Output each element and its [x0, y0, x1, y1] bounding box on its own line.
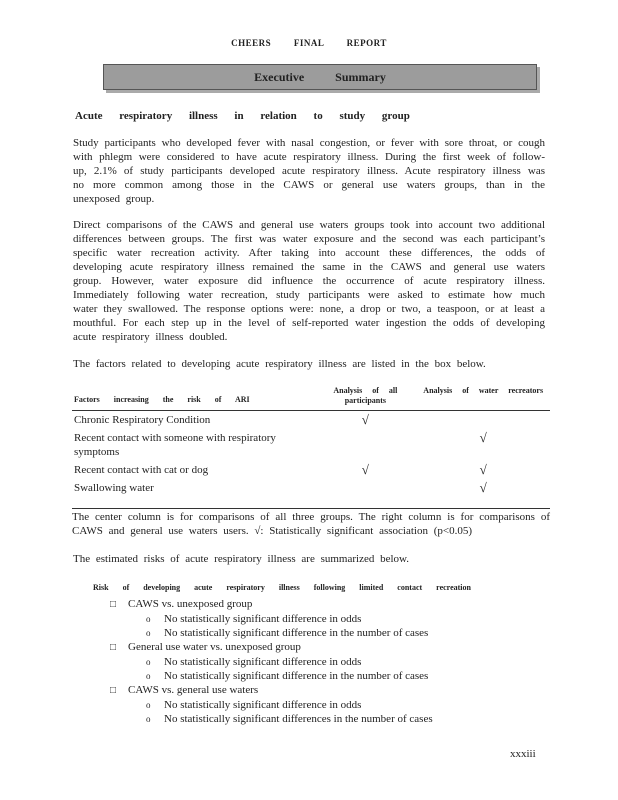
table-row: [72, 479, 550, 497]
factor-cell: Chronic Respiratory Condition: [74, 414, 211, 426]
table-row: [72, 461, 550, 479]
risk-group: [110, 683, 433, 698]
check-water-cell: [416, 411, 550, 430]
risk-group: [110, 640, 433, 655]
list-item-text: No statistically significant difference in odds: [164, 699, 362, 711]
paragraph-comparisons: Direct comparisons of the CAWS and general use waters groups took into account two additional differences between groups. The first was water exposure and the second was each participant’s specific water recreation activity. After taking into account these differences, the odds of developing acute respiratory illness remained the same in the CAWS and general use waters group. However, water exposure did influence the occurrence of acute respiratory illness. Immediately following water recreation, study participants were asked to estimate how much water they swallowed. The response options were: none, a drop or two, a teaspoon, or at least a mouthful. For each step up in the level of self-reported water ingestion the odds of developing acute respiratory illness doubled.: [73, 219, 545, 343]
section-title: Acute respiratory illness in relation to study group: [75, 110, 410, 122]
check-all-cell: √: [361, 462, 369, 477]
checkbox-bullet-icon: □: [110, 642, 117, 653]
circle-bullet-icon: o: [146, 671, 151, 681]
factor-cell: Recent contact with someone with respiratory symptoms: [74, 432, 276, 458]
list-item-text: No statistically significant difference in odds: [164, 613, 362, 625]
table-row: [72, 411, 550, 430]
risk-group: [110, 597, 433, 612]
checkbox-bullet-icon: □: [110, 685, 117, 696]
header-all-participants: Analysis of all participants: [314, 385, 416, 411]
risk-summary-list: [110, 597, 433, 726]
executive-summary-banner: Executive Summary: [103, 64, 537, 90]
risk-group-label: CAWS vs. general use waters: [128, 684, 259, 696]
table-row: [72, 429, 550, 461]
paragraph-factors-intro: The factors related to developing acute respiratory illness are listed in the box below.: [73, 358, 486, 370]
check-all-cell: [314, 479, 416, 497]
header-water-recreators: Analysis of water recreators: [416, 385, 550, 411]
risk-group-label: CAWS vs. unexposed group: [128, 598, 253, 610]
circle-bullet-icon: o: [146, 714, 151, 724]
risk-factors-table: [72, 385, 550, 497]
check-water-cell: √: [479, 462, 487, 477]
check-water-cell: √: [479, 480, 487, 495]
list-item-text: No statistically significant differences in the number of cases: [164, 713, 433, 725]
list-item: [110, 655, 433, 669]
table-note: The center column is for comparisons of all three groups. The right column is for comparisons of CAWS and general use waters users. √: Statistically significant association (p<0.05): [72, 508, 550, 538]
table-header-row: [72, 385, 550, 411]
list-item: [110, 612, 433, 626]
paragraph-definition: Study participants who developed fever with nasal congestion, or fever with sore throat, or cough with phlegm were considered to have acute respiratory illness. During the first week of follow-up, 2.1% of study participants developed acute respiratory illness. Acute respiratory illness was no more common among those in the CAWS or general use waters groups, than in the unexposed group.: [73, 137, 545, 205]
paragraph-risks-intro: The estimated risks of acute respiratory illness are summarized below.: [73, 553, 410, 565]
risk-group-label: General use water vs. unexposed group: [128, 641, 301, 653]
circle-bullet-icon: o: [146, 614, 151, 624]
checkbox-bullet-icon: □: [110, 599, 117, 610]
list-item: [110, 712, 433, 726]
list-item: [110, 669, 433, 683]
circle-bullet-icon: o: [146, 657, 151, 667]
factor-cell: Recent contact with cat or dog: [74, 464, 209, 476]
list-item-text: No statistically significant difference in odds: [164, 656, 362, 668]
header-factors: Factors increasing the risk of ARI: [72, 385, 314, 411]
circle-bullet-icon: o: [146, 700, 151, 710]
check-water-cell: √: [479, 430, 487, 445]
page-number: xxxiii: [510, 748, 536, 760]
factor-cell: Swallowing water: [74, 482, 154, 494]
risk-summary-heading: Risk of developing acute respiratory illness following limited contact recreation: [93, 583, 471, 592]
list-item-text: No statistically significant difference in the number of cases: [164, 627, 429, 639]
circle-bullet-icon: o: [146, 628, 151, 638]
check-all-cell: √: [361, 412, 369, 427]
report-header: CHEERS FINAL REPORT: [231, 38, 387, 48]
list-item: [110, 698, 433, 712]
check-all-cell: [314, 429, 416, 461]
list-item: [110, 626, 433, 640]
list-item-text: No statistically significant difference in the number of cases: [164, 670, 429, 682]
